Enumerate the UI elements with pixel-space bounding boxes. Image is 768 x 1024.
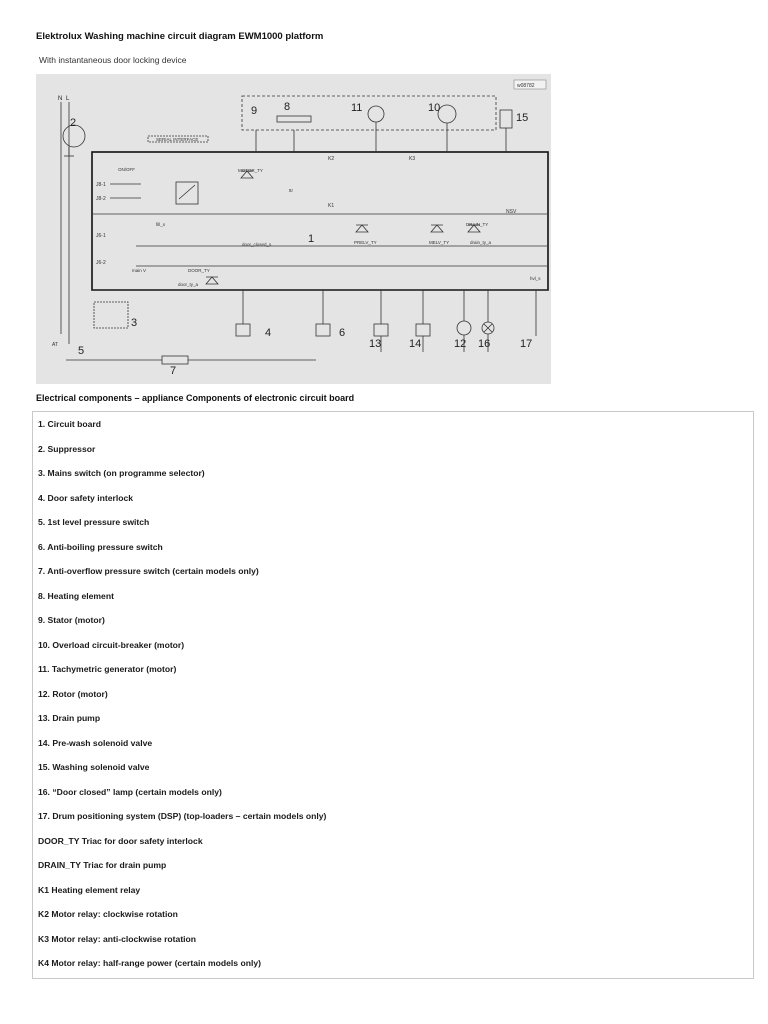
legend-item: 8. Heating element	[38, 590, 114, 601]
document-title: Elektrolux Washing machine circuit diagram EWM1000 platform	[36, 31, 324, 42]
label-hvl-s: hvl_s	[530, 276, 541, 281]
label-drain-ty: DRAIN_TY	[466, 222, 489, 227]
legend-item: 2. Suppressor	[38, 443, 96, 454]
label-j8-2: J8-2	[96, 196, 106, 202]
label-motor-ty: MOTOR_TY	[238, 168, 263, 173]
legend-item: K2 Motor relay: clockwise rotation	[38, 909, 178, 919]
label-on-off: ON/OFF	[118, 167, 135, 172]
document-subtitle: With instantaneous door locking device	[39, 55, 187, 65]
legend-item: K4 Motor relay: half-range power (certain models only)	[38, 958, 262, 968]
legend-item: 7. Anti-overflow pressure switch (certain models only)	[38, 566, 259, 576]
component-17-label: 17	[520, 338, 533, 350]
label-k3: K3	[409, 156, 416, 162]
components-legend-table	[32, 411, 754, 979]
label-nsv: NSV	[506, 209, 517, 215]
legend-item: 14. Pre-wash solenoid valve	[38, 737, 153, 748]
components-section-heading: Electrical components – appliance Components of electronic circuit board	[36, 393, 355, 403]
component-12-label: 12	[454, 338, 467, 350]
component-13-label: 13	[369, 338, 382, 350]
legend-item: K3 Motor relay: anti-clockwise rotation	[38, 933, 197, 944]
label-door-closed-s: door_closed_s	[242, 242, 272, 247]
label-j6-1: J6-1	[96, 233, 106, 239]
component-1-label: 1	[308, 233, 315, 245]
legend-item: 3. Mains switch (on programme selector)	[38, 468, 205, 478]
label-door-ty-a: door_ty_a	[178, 282, 199, 287]
label-fill-s: fill_s	[156, 222, 166, 227]
legend-item: K1 Heating element relay	[38, 884, 141, 895]
legend-item: 15. Washing solenoid valve	[38, 762, 150, 772]
label-k1: K1	[328, 203, 335, 209]
label-ttr: ttr	[289, 188, 293, 193]
label-l: L	[66, 96, 70, 102]
legend-item: 12. Rotor (motor)	[38, 688, 108, 699]
legend-item: 17. Drum positioning system (DSP) (top-loaders – certain models only)	[38, 811, 327, 821]
label-serial-interface: SERIAL INTERFACE	[156, 137, 199, 142]
legend-item: 9. Stator (motor)	[38, 615, 105, 625]
component-9-label: 9	[251, 105, 258, 117]
circuit-diagram	[36, 74, 551, 384]
label-j8-1: J8-1	[96, 182, 106, 188]
diagram-corner-code: w08782	[517, 83, 535, 89]
component-4-label: 4	[265, 327, 272, 339]
component-5-label: 5	[78, 345, 85, 357]
label-prelv-ty: PRELV_TY	[354, 240, 377, 245]
legend-item: 11. Tachymetric generator (motor)	[38, 664, 177, 674]
component-6-label: 6	[339, 327, 346, 339]
component-14-label: 14	[409, 338, 422, 350]
legend-item: 4. Door safety interlock	[38, 492, 134, 503]
circuit-diagram-svg	[36, 74, 551, 384]
label-j6-2: J6-2	[96, 260, 106, 266]
legend-item: 6. Anti-boiling pressure switch	[38, 541, 163, 552]
component-3-label: 3	[131, 317, 138, 329]
component-10-label: 10	[428, 102, 441, 114]
label-main-v: main V	[132, 268, 147, 273]
legend-item: 16. “Door closed” lamp (certain models only)	[38, 786, 222, 797]
label-at: AT	[52, 342, 59, 348]
component-11-label: 11	[351, 102, 363, 114]
legend-item: DRAIN_TY Triac for drain pump	[38, 860, 167, 870]
component-15-label: 15	[516, 112, 529, 124]
legend-item: 13. Drain pump	[38, 713, 101, 723]
label-drain-ty-a: drain_ty_a	[470, 240, 492, 245]
label-melv-ty: MELV_TY	[429, 240, 450, 245]
component-8-label: 8	[284, 101, 291, 113]
component-7-label: 7	[170, 365, 177, 377]
legend-item: 5. 1st level pressure switch	[38, 517, 150, 527]
legend-item: DOOR_TY Triac for door safety interlock	[38, 835, 203, 846]
legend-item: 1. Circuit board	[38, 419, 102, 429]
label-door-ty: DOOR_TY	[188, 268, 210, 273]
component-2-label: 2	[70, 117, 77, 129]
legend-item: 10. Overload circuit-breaker (motor)	[38, 639, 185, 650]
component-16-label: 16	[478, 338, 491, 350]
label-n: N	[58, 96, 63, 102]
label-k2: K2	[328, 156, 335, 162]
